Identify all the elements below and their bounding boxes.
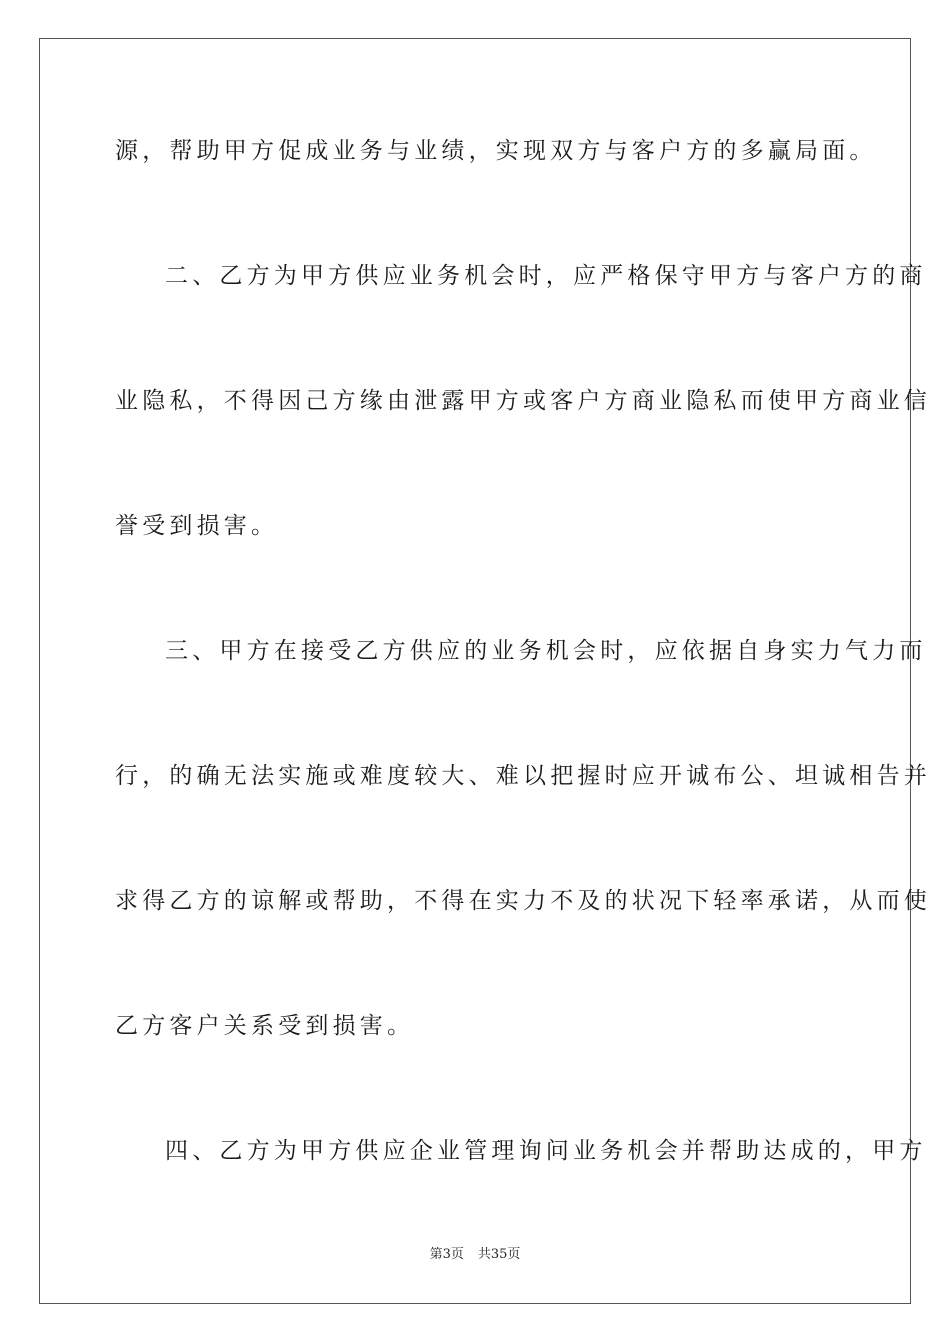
text-line-4: 誉受到损害。 — [115, 513, 279, 539]
text-line-8: 乙方客户关系受到损害。 — [115, 1013, 415, 1039]
text-line-3: 业隐私，不得因己方缘由泄露甲方或客户方商业隐私而使甲方商业信 — [115, 388, 931, 414]
text-line-6: 行，的确无法实施或难度较大、难以把握时应开诚布公、坦诚相告并 — [115, 763, 931, 789]
text-line-1: 源，帮助甲方促成业务与业绩，实现双方与客户方的多赢局面。 — [115, 138, 877, 164]
page-border — [39, 38, 911, 1304]
page-total: 共35页 — [477, 1247, 521, 1262]
text-line-7: 求得乙方的谅解或帮助，不得在实力不及的状况下轻率承诺，从而使 — [115, 888, 931, 914]
text-line-2: 二、乙方为甲方供应业务机会时，应严格保守甲方与客户方的商 — [165, 263, 927, 289]
text-line-9: 四、乙方为甲方供应企业管理询问业务机会并帮助达成的，甲方 — [165, 1138, 927, 1164]
page-footer — [0, 1246, 950, 1264]
text-line-5: 三、甲方在接受乙方供应的业务机会时，应依据自身实力气力而 — [165, 638, 927, 664]
page-number: 第3页 — [429, 1247, 464, 1262]
